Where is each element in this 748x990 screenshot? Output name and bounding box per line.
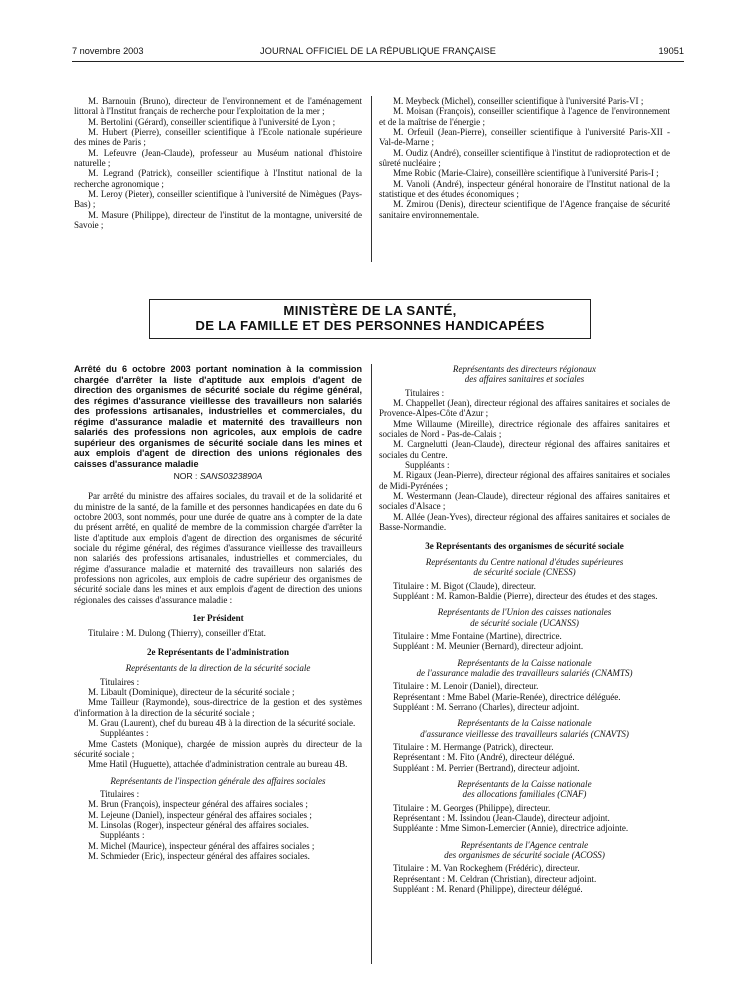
header-journal-title: JOURNAL OFFICIEL DE LA RÉPUBLIQUE FRANÇAISE [260, 46, 496, 56]
bottom-left-column [74, 364, 362, 861]
nor-reference [74, 471, 362, 481]
list-item: M. Legrand (Patrick), conseiller scientifique à l'Institut national de la recherche agronomique ; [74, 168, 362, 189]
list-item: M. Vanoli (André), inspecteur général honoraire de l'Institut national de la statistique et des études économiques ; [379, 178, 670, 200]
list-item: Suppléant : M. Renard (Philippe), directeur délégué. [393, 884, 583, 895]
subsection-heading: Représentants de la direction de la sécurité sociale [125, 663, 311, 674]
section-heading: 2e Représentants de l'administration [147, 646, 289, 657]
nor-code: SANS0323890A [199, 471, 263, 481]
list-item: M. Masure (Philippe), directeur de l'institut de la montagne, université de Savoie ; [74, 209, 362, 231]
list-item: Mme Willaume (Mireille), directrice régionale des affaires sanitaires et sociales de Nord - Pas-de-Calais ; [379, 418, 670, 440]
header-page-number: 19051 [658, 46, 684, 56]
list-item: M. Linsolas (Roger), inspecteur général des affaires sociales. [88, 819, 309, 830]
list-item: M. Hubert (Pierre), conseiller scientifique à l'Ecole nationale supérieure des mines de Paris ; [74, 127, 362, 148]
list-item: Représentant : M. Celdran (Christian), directeur adjoint. [393, 873, 597, 884]
subsection-heading: de sécurité sociale (CNESS) [473, 567, 576, 578]
subsection-heading: des allocations familiales (CNAF) [462, 789, 587, 800]
column-divider [371, 364, 372, 964]
list-item: Représentant : M. Issindou (Jean-Claude), directeur adjoint. [393, 813, 610, 824]
arrete-body: Par arrêté du ministre des affaires sociales, du travail et de la solidarité et du ministre de la santé, de la famille et des personnes handicapées en date du 6 octobre 2003, sont nommés, pour une durée de quatre ans à compter de la date du présent arrêté, en qualité de membre de la commission chargée d'arrêter la liste d'aptitude aux emplois d'agent de direction des organismes de sécurité sociale du régime général, des régimes d'assurance vieillesse des travailleurs non salariés des professions artisanales, industrielles et commerciales, du régime d'assurance maladie et maternité des travailleurs non salariés des professions non agricoles, aux emplois de cadre supérieur des organismes de sécurité sociale dans les mines et aux emplois d'agent de direction des unions régionales des caisses d'assurance maladie : [74, 491, 362, 605]
list-item: Suppléant : M. Serrano (Charles), directeur adjoint. [393, 701, 580, 712]
list-item: Suppléant : M. Meunier (Bernard), directeur adjoint. [393, 641, 584, 652]
subsection-heading: de l'assurance maladie des travailleurs salariés (CNAMTS) [416, 667, 633, 678]
nor-label: NOR : [173, 471, 198, 481]
section-heading: 1er Président [192, 613, 244, 624]
section-heading: 3e Représentants des organismes de sécurité sociale [425, 540, 624, 551]
list-item: Suppléant : M. Ramon-Baldie (Pierre), directeur des études et des stages. [393, 590, 658, 601]
ministry-heading-box [149, 299, 591, 339]
list-item: M. Schmieder (Eric), inspecteur général des affaires sociales. [88, 851, 310, 861]
list-item: Mme Hatil (Huguette), attachée d'administration centrale au bureau 4B. [88, 759, 348, 770]
list-item: M. Lejeune (Daniel), inspecteur général des affaires sociales ; [88, 809, 312, 820]
top-left-column [74, 96, 362, 230]
subsection-heading: Représentants de la Caisse nationale [457, 657, 592, 668]
list-item: Titulaire : M. Georges (Philippe), directeur. [393, 802, 551, 813]
list-item: Titulaire : Mme Fontaine (Martine), directrice. [393, 630, 562, 641]
list-item: Titulaire : M. Lenoir (Daniel), directeur. [393, 681, 539, 692]
list-item: M. Cargnelutti (Jean-Claude), directeur régional des affaires sanitaires et sociales du Centre. [379, 439, 670, 460]
subsection-heading: Représentants de l'Agence centrale [460, 839, 589, 850]
list-item: M. Meybeck (Michel), conseiller scientifique à l'université Paris-VI ; [393, 96, 644, 106]
role-label: Titulaires : [100, 676, 140, 687]
list-item: Suppléant : M. Perrier (Bertrand), directeur adjoint. [393, 762, 580, 773]
list-item: M. Libault (Dominique), directeur de la sécurité sociale ; [88, 686, 295, 697]
list-item: Suppléante : Mme Simon-Lemercier (Annie), directrice adjointe. [393, 823, 629, 834]
list-item: M. Lefeuvre (Jean-Claude), professeur au Muséum national d'histoire naturelle ; [74, 147, 362, 169]
role-label: Suppléants : [100, 830, 145, 841]
list-item: Titulaire : M. Bigot (Claude), directeur. [393, 580, 536, 591]
role-label: Suppléantes : [100, 728, 149, 739]
subsection-heading: Représentants de la Caisse nationale [457, 779, 592, 790]
bottom-right-column [379, 364, 670, 894]
page-header [72, 46, 684, 60]
subsection-heading: des affaires sanitaires et sociales [464, 374, 585, 385]
list-item: Titulaire : M. Hermange (Patrick), directeur. [393, 742, 554, 752]
header-rule [72, 61, 684, 62]
role-label: Suppléants : [405, 460, 450, 471]
subsection-heading: Représentants de l'inspection générale des affaires sociales [110, 775, 326, 786]
list-item: M. Bertolini (Gérard), conseiller scientifique à l'université de Lyon ; [88, 116, 336, 127]
list-item: M. Grau (Laurent), chef du bureau 4B à la direction de la sécurité sociale. [88, 717, 356, 728]
list-item: M. Rigaux (Jean-Pierre), directeur régional des affaires sanitaires et sociales de Midi-Pyrénées ; [379, 470, 670, 491]
list-item: M. Allée (Jean-Yves), directeur régional des affaires sanitaires et sociales de Basse-Normandie. [379, 511, 670, 533]
subsection-heading: Représentants de l'Union des caisses nationales [437, 607, 612, 618]
list-item: Mme Tailleur (Raymonde), sous-directrice de la gestion et des systèmes d'information à la direction de la sécurité sociale ; [74, 697, 362, 718]
list-item: M. Michel (Maurice), inspecteur général des affaires sociales ; [88, 840, 315, 851]
list-item: Mme Robic (Marie-Claire), conseillère scientifique à l'université Paris-I ; [393, 168, 659, 179]
list-item: M. Orfeuil (Jean-Pierre), conseiller scientifique à l'université Paris-XII - Val-de-Marne ; [379, 127, 670, 148]
list-item: M. Leroy (Pieter), conseiller scientifique à l'université de Nimègues (Pays-Bas) ; [74, 189, 362, 210]
top-right-column [379, 96, 670, 220]
subsection-heading: des organismes de sécurité sociale (ACOSS) [444, 850, 605, 861]
subsection-heading: Représentants de la Caisse nationale [457, 718, 592, 729]
subsection-heading: Représentants des directeurs régionaux [452, 364, 597, 374]
list-item: M. Brun (François), inspecteur général des affaires sociales ; [88, 799, 308, 810]
ministry-line-2: DE LA FAMILLE ET DES PERSONNES HANDICAPÉES [195, 318, 545, 333]
arrete-title: Arrêté du 6 octobre 2003 portant nomination à la commission chargée d'arrêter la liste d'aptitude aux emplois d'agent de direction des organismes de sécurité sociale du régime général, des régimes d'assurance vieillesse des travailleurs non salariés des professions artisanales, industrielles et commerciales, du régime d'assurance maladie et maternité des travailleurs non salariés des professions non agricoles, aux emplois de cadre supérieur des organismes de sécurité sociale dans les mines et aux emplois d'agent de direction des unions régionales des caisses d'assurance maladie [74, 364, 362, 469]
role-label: Titulaires : [405, 387, 445, 398]
list-item: Représentant : M. Fito (André), directeur délégué. [393, 752, 575, 763]
list-item: M. Oudiz (André), conseiller scientifique à l'institut de radioprotection et de sûreté nucléaire ; [379, 147, 670, 169]
list-item: M. Moisan (François), conseiller scientifique à l'agence de l'environnement et de la maîtrise de l'énergie ; [379, 106, 670, 127]
subsection-heading: de sécurité sociale (UCANSS) [470, 617, 579, 628]
role-label: Titulaires : [100, 788, 140, 799]
list-item: Titulaire : M. Van Rockeghem (Frédéric), directeur. [393, 863, 580, 874]
list-item: M. Barnouin (Bruno), directeur de l'environnement et de l'aménagement littoral à l'Institut français de recherche pour l'exploitation de la mer ; [74, 96, 362, 117]
list-item: Représentant : Mme Babel (Marie-Renée), directrice déléguée. [393, 691, 621, 702]
list-item: M. Zmirou (Denis), directeur scientifique de l'Agence française de sécurité sanitaire environnementale. [379, 199, 670, 220]
list-item: Mme Castets (Monique), chargée de mission auprès du directeur de la sécurité sociale ; [74, 738, 362, 759]
ministry-line-1: MINISTÈRE DE LA SANTÉ, [283, 303, 457, 318]
list-item: Titulaire : M. Dulong (Thierry), conseiller d'Etat. [88, 628, 266, 639]
column-divider [371, 96, 372, 262]
list-item: M. Westermann (Jean-Claude), directeur régional des affaires sanitaires et sociales d'Alsace ; [379, 491, 670, 512]
header-date: 7 novembre 2003 [72, 46, 144, 56]
subsection-heading: d'assurance vieillesse des travailleurs salariés (CNAVTS) [420, 728, 629, 739]
list-item: M. Chappellet (Jean), directeur régional des affaires sanitaires et sociales de Provence-Alpes-Côte d'Azur ; [379, 398, 670, 419]
subsection-heading: Représentants du Centre national d'études supérieures [425, 556, 624, 567]
